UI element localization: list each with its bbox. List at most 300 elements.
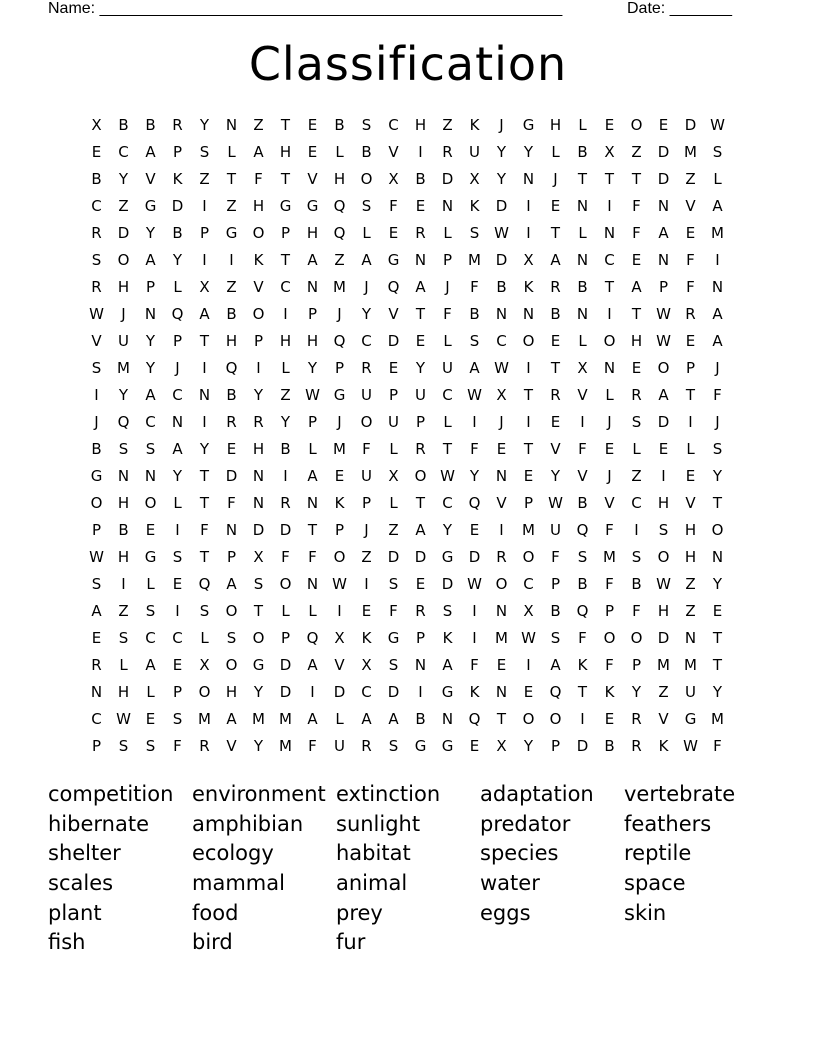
grid-letter: J bbox=[364, 278, 369, 296]
word-list-item: food bbox=[192, 900, 239, 925]
grid-letter: R bbox=[172, 116, 183, 134]
grid-letter: H bbox=[549, 116, 562, 134]
grid-letter: H bbox=[279, 143, 292, 161]
grid-letter: T bbox=[631, 305, 642, 323]
grid-letter: N bbox=[657, 251, 670, 269]
grid-row bbox=[83, 436, 731, 463]
grid-letter: B bbox=[226, 386, 237, 404]
grid-letter: S bbox=[91, 359, 102, 377]
grid-letter: Z bbox=[334, 251, 345, 269]
grid-letter: F bbox=[551, 548, 560, 566]
grid-letter: F bbox=[686, 278, 695, 296]
grid-letter: U bbox=[550, 521, 561, 539]
grid-letter: V bbox=[658, 710, 669, 728]
grid-letter: E bbox=[550, 413, 561, 431]
grid-letter: I bbox=[580, 710, 585, 728]
grid-letter: F bbox=[362, 440, 371, 458]
grid-letter: I bbox=[202, 359, 207, 377]
grid-letter: B bbox=[469, 305, 480, 323]
grid-letter: L bbox=[389, 494, 398, 512]
grid-letter: W bbox=[467, 386, 482, 404]
word-list-item: fish bbox=[48, 930, 86, 955]
grid-letter: W bbox=[521, 629, 536, 647]
grid-letter: E bbox=[307, 143, 318, 161]
grid-letter: G bbox=[279, 197, 292, 215]
grid-letter: J bbox=[607, 413, 612, 431]
grid-letter: A bbox=[307, 710, 318, 728]
grid-row bbox=[83, 490, 731, 517]
grid-letter: B bbox=[604, 737, 615, 755]
grid-row bbox=[83, 652, 731, 679]
grid-letter: A bbox=[469, 359, 480, 377]
grid-letter: Q bbox=[576, 521, 589, 539]
grid-letter: D bbox=[252, 521, 265, 539]
grid-letter: S bbox=[118, 737, 129, 755]
word-list-item: plant bbox=[48, 900, 102, 925]
grid-letter: S bbox=[361, 197, 372, 215]
grid-letter: X bbox=[334, 629, 345, 647]
grid-letter: G bbox=[333, 386, 346, 404]
grid-letter: O bbox=[603, 332, 616, 350]
grid-letter: M bbox=[468, 251, 481, 269]
grid-letter: T bbox=[604, 278, 615, 296]
grid-letter: N bbox=[306, 278, 319, 296]
grid-letter: D bbox=[684, 116, 697, 134]
grid-letter: J bbox=[337, 413, 342, 431]
grid-letter: P bbox=[253, 332, 264, 350]
grid-letter: X bbox=[523, 251, 534, 269]
grid-letter: T bbox=[199, 494, 210, 512]
grid-letter: E bbox=[604, 710, 615, 728]
grid-letter: S bbox=[388, 656, 399, 674]
grid-letter: P bbox=[307, 305, 318, 323]
grid-letter: F bbox=[605, 521, 614, 539]
grid-letter: K bbox=[577, 656, 588, 674]
grid-letter: B bbox=[118, 116, 129, 134]
grid-letter: Z bbox=[199, 170, 210, 188]
grid-letter: N bbox=[657, 197, 670, 215]
grid-letter: J bbox=[121, 305, 126, 323]
grid-letter: K bbox=[334, 494, 345, 512]
grid-letter: R bbox=[496, 548, 507, 566]
grid-letter: M bbox=[333, 278, 346, 296]
grid-letter: A bbox=[361, 710, 372, 728]
grid-letter: M bbox=[657, 656, 670, 674]
grid-letter: I bbox=[94, 386, 99, 404]
grid-letter: R bbox=[415, 440, 426, 458]
grid-letter: S bbox=[172, 710, 183, 728]
grid-letter: T bbox=[280, 251, 291, 269]
grid-letter: A bbox=[658, 386, 669, 404]
grid-letter: A bbox=[442, 656, 453, 674]
grid-row bbox=[83, 166, 731, 193]
grid-letter: A bbox=[550, 656, 561, 674]
grid-letter: H bbox=[630, 332, 643, 350]
grid-letter: F bbox=[578, 440, 587, 458]
grid-letter: A bbox=[199, 305, 210, 323]
grid-letter: E bbox=[415, 575, 426, 593]
grid-letter: I bbox=[607, 197, 612, 215]
grid-letter: M bbox=[279, 710, 292, 728]
grid-letter: Z bbox=[658, 683, 669, 701]
grid-letter: T bbox=[577, 170, 588, 188]
grid-row bbox=[83, 625, 731, 652]
grid-letter: F bbox=[632, 602, 641, 620]
grid-letter: C bbox=[361, 332, 372, 350]
grid-letter: K bbox=[253, 251, 264, 269]
grid-letter: Y bbox=[496, 143, 507, 161]
grid-letter: Z bbox=[685, 170, 696, 188]
grid-letter: V bbox=[91, 332, 102, 350]
grid-letter: N bbox=[441, 197, 454, 215]
grid-letter: D bbox=[171, 197, 184, 215]
grid-letter: K bbox=[604, 683, 615, 701]
grid-letter: P bbox=[388, 386, 399, 404]
grid-letter: L bbox=[335, 143, 344, 161]
grid-letter: X bbox=[361, 656, 372, 674]
grid-letter: O bbox=[414, 467, 427, 485]
grid-letter: P bbox=[307, 413, 318, 431]
grid-letter: Y bbox=[550, 467, 561, 485]
grid-letter: V bbox=[496, 494, 507, 512]
grid-letter: K bbox=[442, 629, 453, 647]
grid-letter: V bbox=[307, 170, 318, 188]
grid-letter: N bbox=[306, 494, 319, 512]
grid-letter: M bbox=[252, 710, 265, 728]
grid-letter: T bbox=[523, 440, 534, 458]
grid-letter: P bbox=[550, 575, 561, 593]
grid-letter: C bbox=[442, 386, 453, 404]
grid-letter: P bbox=[415, 629, 426, 647]
grid-row bbox=[83, 598, 731, 625]
grid-letter: A bbox=[145, 251, 156, 269]
grid-letter: A bbox=[226, 575, 237, 593]
grid-letter: L bbox=[146, 575, 155, 593]
grid-letter: O bbox=[117, 251, 130, 269]
grid-letter: W bbox=[494, 359, 509, 377]
grid-letter: F bbox=[713, 737, 722, 755]
grid-letter: W bbox=[710, 116, 725, 134]
grid-letter: I bbox=[175, 602, 180, 620]
grid-letter: T bbox=[199, 467, 210, 485]
grid-letter: K bbox=[469, 197, 480, 215]
grid-letter: F bbox=[470, 656, 479, 674]
grid-letter: B bbox=[145, 116, 156, 134]
grid-letter: Y bbox=[199, 116, 210, 134]
grid-letter: N bbox=[252, 494, 265, 512]
grid-letter: P bbox=[172, 683, 183, 701]
grid-letter: H bbox=[117, 683, 130, 701]
grid-letter: F bbox=[686, 251, 695, 269]
grid-letter: C bbox=[91, 197, 102, 215]
grid-letter: D bbox=[117, 224, 130, 242]
grid-letter: F bbox=[308, 548, 317, 566]
grid-letter: S bbox=[145, 440, 156, 458]
grid-letter: N bbox=[711, 548, 724, 566]
grid-letter: P bbox=[604, 602, 615, 620]
grid-letter: H bbox=[684, 548, 697, 566]
grid-letter: I bbox=[661, 467, 666, 485]
grid-letter: C bbox=[496, 332, 507, 350]
grid-letter: E bbox=[172, 575, 183, 593]
grid-letter: L bbox=[281, 602, 290, 620]
grid-letter: L bbox=[227, 143, 236, 161]
grid-letter: E bbox=[658, 116, 669, 134]
grid-letter: N bbox=[522, 170, 535, 188]
grid-letter: P bbox=[361, 494, 372, 512]
grid-letter: T bbox=[631, 170, 642, 188]
grid-letter: F bbox=[389, 602, 398, 620]
grid-letter: I bbox=[202, 251, 207, 269]
grid-letter: E bbox=[604, 440, 615, 458]
grid-letter: C bbox=[172, 629, 183, 647]
grid-letter: E bbox=[631, 359, 642, 377]
grid-letter: R bbox=[631, 710, 642, 728]
grid-letter: X bbox=[253, 548, 264, 566]
grid-letter: D bbox=[225, 467, 238, 485]
grid-letter: E bbox=[550, 332, 561, 350]
grid-letter: C bbox=[118, 143, 129, 161]
grid-letter: O bbox=[225, 602, 238, 620]
grid-letter: H bbox=[252, 197, 265, 215]
grid-letter: S bbox=[145, 602, 156, 620]
grid-letter: I bbox=[526, 224, 531, 242]
grid-letter: G bbox=[441, 737, 454, 755]
grid-letter: Z bbox=[118, 197, 129, 215]
grid-letter: P bbox=[199, 224, 210, 242]
grid-letter: U bbox=[118, 332, 129, 350]
grid-letter: U bbox=[442, 359, 453, 377]
grid-letter: I bbox=[418, 143, 423, 161]
grid-letter: Y bbox=[307, 359, 318, 377]
grid-letter: A bbox=[145, 143, 156, 161]
grid-letter: B bbox=[550, 602, 561, 620]
grid-letter: I bbox=[472, 602, 477, 620]
grid-letter: N bbox=[198, 386, 211, 404]
grid-letter: J bbox=[499, 116, 504, 134]
word-list-item: mammal bbox=[192, 871, 285, 896]
grid-letter: J bbox=[94, 413, 99, 431]
grid-letter: F bbox=[632, 224, 641, 242]
grid-letter: X bbox=[523, 602, 534, 620]
grid-letter: B bbox=[334, 116, 345, 134]
grid-letter: E bbox=[334, 467, 345, 485]
grid-row bbox=[83, 409, 731, 436]
grid-letter: U bbox=[685, 683, 696, 701]
grid-letter: N bbox=[414, 656, 427, 674]
grid-letter: T bbox=[496, 710, 507, 728]
grid-letter: I bbox=[202, 197, 207, 215]
grid-letter: F bbox=[254, 170, 263, 188]
grid-letter: G bbox=[522, 116, 535, 134]
grid-letter: E bbox=[415, 197, 426, 215]
grid-letter: O bbox=[522, 332, 535, 350]
grid-letter: M bbox=[711, 224, 724, 242]
grid-letter: P bbox=[172, 143, 183, 161]
grid-letter: R bbox=[253, 413, 264, 431]
word-list bbox=[48, 780, 768, 958]
grid-letter: X bbox=[91, 116, 102, 134]
word-list-item: hibernate bbox=[48, 811, 149, 836]
grid-letter: E bbox=[307, 116, 318, 134]
grid-letter: S bbox=[199, 602, 210, 620]
grid-letter: F bbox=[605, 575, 614, 593]
name-field-label: Name: ____________________________________________________ bbox=[48, 0, 563, 17]
grid-letter: A bbox=[658, 224, 669, 242]
word-list-item: fur bbox=[336, 930, 366, 955]
grid-letter: Y bbox=[415, 359, 426, 377]
grid-letter: D bbox=[657, 170, 670, 188]
grid-letter: X bbox=[496, 386, 507, 404]
grid-letter: E bbox=[361, 602, 372, 620]
grid-letter: L bbox=[281, 359, 290, 377]
grid-letter: Y bbox=[469, 467, 480, 485]
grid-letter: Y bbox=[172, 467, 183, 485]
grid-letter: U bbox=[361, 467, 372, 485]
grid-letter: Y bbox=[712, 683, 723, 701]
grid-letter: U bbox=[388, 413, 399, 431]
grid-letter: I bbox=[175, 521, 180, 539]
grid-letter: Y bbox=[361, 305, 372, 323]
grid-letter: O bbox=[657, 548, 670, 566]
grid-letter: B bbox=[280, 440, 291, 458]
grid-letter: P bbox=[334, 521, 345, 539]
grid-letter: V bbox=[145, 170, 156, 188]
grid-letter: X bbox=[604, 143, 615, 161]
grid-letter: A bbox=[361, 251, 372, 269]
grid-letter: A bbox=[712, 305, 723, 323]
grid-letter: I bbox=[580, 413, 585, 431]
grid-letter: F bbox=[443, 305, 452, 323]
grid-letter: M bbox=[117, 359, 130, 377]
grid-letter: R bbox=[631, 737, 642, 755]
grid-letter: Q bbox=[549, 683, 562, 701]
grid-letter: I bbox=[688, 413, 693, 431]
grid-letter: L bbox=[686, 440, 695, 458]
grid-letter: Y bbox=[442, 521, 453, 539]
grid-row bbox=[83, 733, 731, 760]
grid-letter: A bbox=[91, 602, 102, 620]
grid-letter: R bbox=[361, 359, 372, 377]
grid-letter: G bbox=[90, 467, 103, 485]
grid-letter: E bbox=[523, 467, 534, 485]
grid-row bbox=[83, 247, 731, 274]
grid-letter: L bbox=[578, 116, 587, 134]
grid-letter: Z bbox=[226, 197, 237, 215]
grid-letter: L bbox=[443, 224, 452, 242]
grid-letter: I bbox=[472, 413, 477, 431]
grid-letter: Z bbox=[118, 602, 129, 620]
grid-row bbox=[83, 220, 731, 247]
grid-letter: Q bbox=[117, 413, 130, 431]
grid-letter: N bbox=[576, 197, 589, 215]
grid-letter: S bbox=[712, 143, 723, 161]
grid-letter: Y bbox=[118, 170, 129, 188]
grid-letter: O bbox=[144, 494, 157, 512]
grid-letter: G bbox=[387, 251, 400, 269]
word-list-item: habitat bbox=[336, 841, 411, 866]
grid-letter: S bbox=[91, 251, 102, 269]
word-list-item: feathers bbox=[624, 811, 712, 836]
grid-letter: E bbox=[496, 656, 507, 674]
grid-letter: H bbox=[252, 440, 265, 458]
grid-letter: E bbox=[496, 440, 507, 458]
grid-letter: J bbox=[499, 413, 504, 431]
grid-letter: D bbox=[279, 521, 292, 539]
grid-row bbox=[83, 139, 731, 166]
grid-letter: E bbox=[550, 197, 561, 215]
grid-letter: G bbox=[414, 737, 427, 755]
grid-letter: T bbox=[199, 332, 210, 350]
grid-letter: E bbox=[469, 521, 480, 539]
grid-letter: A bbox=[253, 143, 264, 161]
grid-letter: S bbox=[199, 143, 210, 161]
grid-letter: W bbox=[467, 575, 482, 593]
grid-letter: O bbox=[198, 683, 211, 701]
grid-letter: D bbox=[279, 656, 292, 674]
grid-letter: V bbox=[577, 467, 588, 485]
grid-letter: B bbox=[550, 305, 561, 323]
grid-letter: S bbox=[118, 629, 129, 647]
grid-letter: A bbox=[226, 710, 237, 728]
grid-letter: N bbox=[495, 602, 508, 620]
grid-letter: S bbox=[145, 737, 156, 755]
grid-letter: W bbox=[656, 305, 671, 323]
grid-letter: Q bbox=[333, 197, 346, 215]
grid-letter: N bbox=[711, 278, 724, 296]
grid-letter: T bbox=[307, 521, 318, 539]
grid-letter: T bbox=[226, 170, 237, 188]
grid-letter: F bbox=[713, 386, 722, 404]
grid-letter: N bbox=[225, 521, 238, 539]
grid-letter: N bbox=[144, 467, 157, 485]
grid-letter: Y bbox=[145, 332, 156, 350]
grid-letter: T bbox=[550, 224, 561, 242]
grid-letter: O bbox=[711, 521, 724, 539]
grid-letter: H bbox=[117, 548, 130, 566]
grid-letter: W bbox=[440, 467, 455, 485]
grid-letter: D bbox=[576, 737, 589, 755]
grid-letter: I bbox=[202, 413, 207, 431]
grid-letter: R bbox=[199, 737, 210, 755]
grid-letter: N bbox=[603, 224, 616, 242]
grid-letter: F bbox=[578, 629, 587, 647]
grid-letter: B bbox=[577, 143, 588, 161]
grid-letter: B bbox=[496, 278, 507, 296]
word-list-item: vertebrate bbox=[624, 782, 736, 806]
word-list-item: water bbox=[480, 871, 540, 896]
grid-letter: X bbox=[199, 656, 210, 674]
grid-letter: P bbox=[334, 359, 345, 377]
grid-letter: I bbox=[499, 521, 504, 539]
grid-letter: A bbox=[712, 197, 723, 215]
grid-letter: P bbox=[550, 737, 561, 755]
word-list-item: shelter bbox=[48, 841, 121, 866]
grid-letter: C bbox=[361, 683, 372, 701]
grid-letter: R bbox=[415, 602, 426, 620]
grid-letter: Y bbox=[118, 386, 129, 404]
word-list-item: scales bbox=[48, 871, 114, 896]
grid-letter: A bbox=[631, 278, 642, 296]
grid-letter: A bbox=[550, 251, 561, 269]
grid-letter: Y bbox=[253, 683, 264, 701]
grid-letter: F bbox=[632, 197, 641, 215]
grid-letter: Y bbox=[280, 413, 291, 431]
grid-letter: Z bbox=[685, 602, 696, 620]
grid-letter: P bbox=[442, 251, 453, 269]
grid-letter: E bbox=[388, 359, 399, 377]
grid-letter: N bbox=[225, 116, 238, 134]
